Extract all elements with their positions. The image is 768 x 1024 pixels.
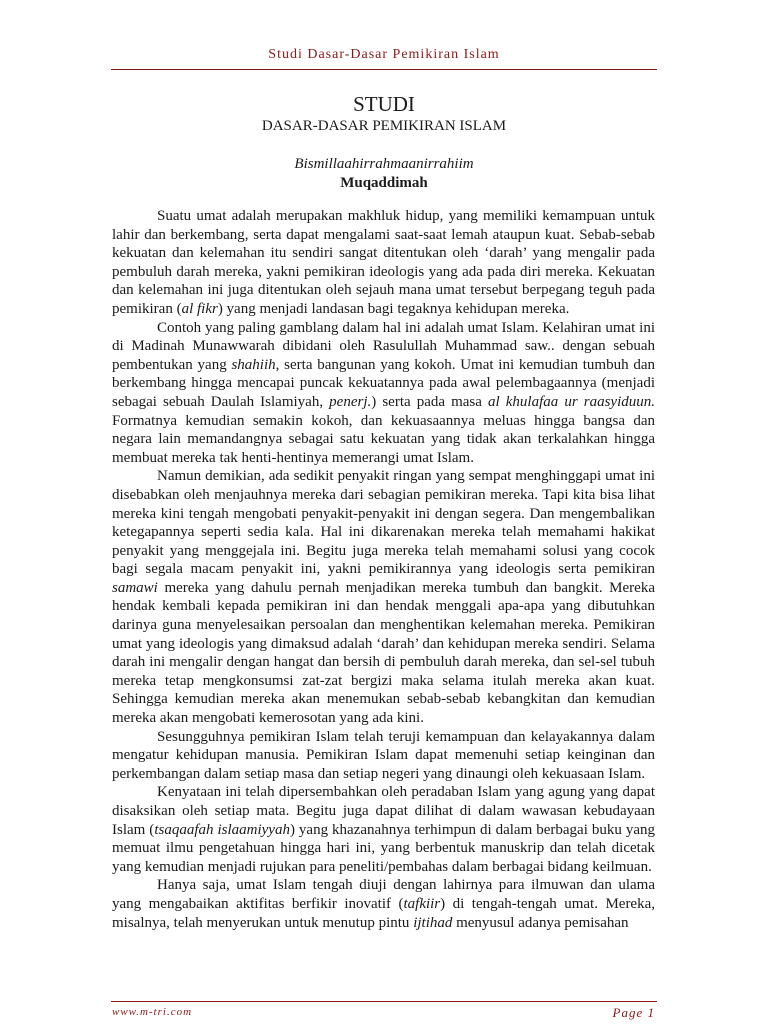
page-number: Page 1 xyxy=(612,1005,655,1020)
paragraph-4: Sesungguhnya pemikiran Islam telah teruji kemampuan dan kelayakannya dalam mengatur kehidupan manusia. Pemikiran Islam dapat memenuhi setiap keinginan dan perkembangan dalam setiap masa dan setiap negeri yang dinaungi oleh kekuasaan Islam. xyxy=(112,728,655,782)
paragraph-6: Hanya saja, umat Islam tengah diuji dengan lahirnya para ilmuwan dan ulama yang mengabaikan aktifitas berfikir inovatif (tafkiir) di tengah-tengah umat. Mereka, misalnya, telah menyerukan untuk menutup pintu ijtihad menyusul adanya pemisahan xyxy=(112,877,656,931)
document-title: STUDI xyxy=(353,92,415,116)
basmala-line: Bismillaahirrahmaanirrahiim xyxy=(294,156,474,172)
footer-divider xyxy=(111,1001,657,1002)
paragraph-1: Suatu umat adalah merupakan makhluk hidup, yang memiliki kemampuan untuk lahir dan berkembang, serta dapat mengalami saat-saat lemah ataupun kuat. Sebab-sebab kekuatan dan kelemahan itu sendiri sangat ditentukan oleh ‘darah’ yang mengalir pada pembuluh darah mereka, yakni pemikiran ideologis yang ada pada diri mereka. Kekuatan dan kelemahan ini juga ditentukan oleh sejauh mana umat tersebut berpegang teguh pada pemikiran (al fikr) yang menjadi landasan bagi tegaknya kehidupan mereka. xyxy=(112,208,655,317)
paragraph-5: Kenyataan ini telah dipersembahkan oleh peradaban Islam yang agung yang dapat disaksikan oleh setiap mata. Begitu juga dapat dilihat di dalam wawasan kebudayaan Islam (tsaqaafah islaamiyyah) yang khazanahnya terhimpun di dalam berbagai buku yang memuat ilmu pengetahuan hingga hari ini, yang berbentuk manuskrip dan telah dicetak yang kemudian menjadi rujukan para peneliti/pembahas dalam berbagai bidang keilmuan. xyxy=(112,784,655,875)
body-text xyxy=(112,207,655,932)
document-subtitle: DASAR-DASAR PEMIKIRAN ISLAM xyxy=(261,118,507,134)
paragraph-2: Contoh yang paling gamblang dalam hal ini adalah umat Islam. Kelahiran umat ini di Madinah Munawwarah dibidani oleh Rasulullah Muhammad saw.. dengan sebuah pembentukan yang shahiih, serta bangunan yang kokoh. Umat ini kemudian tumbuh dan berkembang hingga mencapai puncak kekuatannya pada awal pelembagaannya (menjadi sebagai sebuah Daulah Islamiyah, penerj.) serta pada masa al khulafaa ur raasyiduun. Formatnya kemudian semakin kokoh, dan kekuasaannya meluas hingga bangsa dan negara lain memandangnya sebagai satu kekuatan yang tidak akan terkalahkan hingga membuat mereka tak henti-hentinya memerangi umat Islam. xyxy=(112,319,655,466)
paragraph-3: Namun demikian, ada sedikit penyakit ringan yang sempat menghinggapi umat ini disebabkan oleh menjauhnya mereka dari sebagian pemikiran mereka. Tapi kita bisa lihat mereka kini tengah mengobati penyakit-penyakit ini dengan segera. Dan mengembalikan ketegapannya seperti sedia kala. Hal ini dikarenakan mereka telah memahami hakikat penyakit yang menggejala ini. Begitu juga mereka telah memahami solusi yang cocok bagi segala macam penyakit ini, yakni pemikirannya yang ideologis serta pemikiran samawi mereka yang dahulu pernah menjadikan mereka tumbuh dan bangkit. Mereka hendak kembali kepada pemikiran ini dan hendak menggali apa-apa yang dibutuhkan darinya guna menyelesaikan persoalan dan menghentikan kelemahan mereka. Pemikiran umat yang ideologis yang dimaksud adalah ‘darah’ dan kehidupan mereka sendiri. Selama darah ini mengalir dengan hangat dan bersih di pembuluh darah mereka, dan sel-sel tubuh mereka tetap mengkonsumsi zat-zat bergizi maka selama itulah mereka akan kuat. Sehingga kemudian mereka akan menemukan sebab-sebab kebangkitan dan kemudian mereka akan mengobati kemerosotan yang ada kini. xyxy=(112,468,655,727)
running-header: Studi Dasar-Dasar Pemikiran Islam xyxy=(268,47,500,62)
footer-website: www.m-tri.com xyxy=(112,1006,193,1018)
header-divider xyxy=(111,69,657,70)
section-heading: Muqaddimah xyxy=(340,175,428,191)
